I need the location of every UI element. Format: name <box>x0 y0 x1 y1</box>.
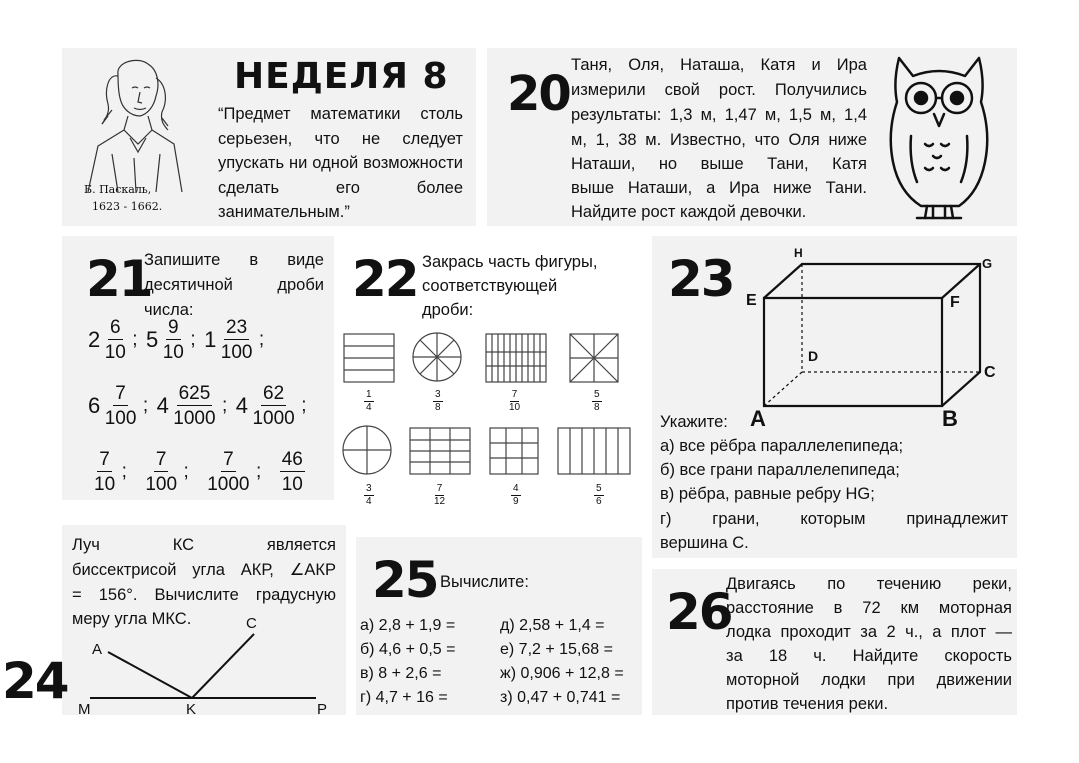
task-21-row-2 <box>88 384 310 428</box>
task-23-line-2: б) все грани параллелепипеда; <box>660 461 900 479</box>
task-26-line-2: лодка проходит за 2 ч., а плот — <box>726 623 1012 641</box>
vertex-label-e: E <box>746 292 757 309</box>
portrait-caption-name: Б. Паскаль, <box>84 183 152 196</box>
owl-illustration <box>887 52 991 222</box>
task-20-line-1: измерили свой рост. Получились <box>571 81 867 99</box>
angle-label-p: P <box>317 701 328 718</box>
task-26-number: 26 <box>666 583 732 641</box>
task-25-left-3: г) 4,7 + 16 = <box>360 689 448 706</box>
separator: ; <box>190 329 196 350</box>
vertex-label-g: G <box>982 256 993 271</box>
fraction: $\frac{7}{1000}$ <box>207 449 250 495</box>
task-25-card <box>356 537 642 715</box>
parallelepiped-figure <box>742 246 1002 416</box>
task-21-line-2: числа: <box>144 301 194 319</box>
task-23-line-4: г) грани, которым принадлежит <box>660 510 1008 528</box>
task-25-title: Вычислите: <box>440 573 529 591</box>
fraction: $\frac{7}{100}$ <box>104 383 137 429</box>
shape-fraction-1: 1 4 <box>366 389 372 413</box>
task-22-line-0: Закрась часть фигуры, <box>422 253 598 271</box>
task-21-line-1: десятичной дроби <box>144 276 324 294</box>
task-25-right-2: ж) 0,906 + 12,8 = <box>500 665 624 682</box>
angle-label-a: A <box>92 641 103 658</box>
task-22-line-2: дроби: <box>422 301 474 319</box>
task-23-line-0: Укажите: <box>660 413 728 431</box>
task-20-line-2: результаты: 1,3 м, 1,47 м, 1,5 м, 1,4 <box>571 106 867 124</box>
task-20-line-3: м, 1, 38 м. Известно, что Оля ниже <box>571 131 867 149</box>
shape-fraction-7: 4 9 <box>513 483 519 507</box>
task-20-number: 20 <box>507 66 570 122</box>
separator: ; <box>255 461 262 482</box>
task-20-line-4: Наташи, но выше Тани, Катя <box>571 155 867 173</box>
task-22-line-1: соответствующей <box>422 277 558 295</box>
fraction: $\frac{62}{1000}$ <box>252 383 295 429</box>
task-20-line-5: выше Наташи, а Ира ниже Тани. <box>571 179 867 197</box>
shape-fraction-2: 3 8 <box>435 389 441 413</box>
task-24-line-3: меру угла МКС. <box>72 610 192 628</box>
task-25-left-0: а) 2,8 + 1,9 = <box>360 617 456 634</box>
fraction: $\frac{7}{10}$ <box>94 449 116 495</box>
task-20-line-0: Таня, Оля, Наташа, Катя и Ира <box>571 56 867 74</box>
pascal-quote: “Предмет математики столь серьезен, что не следует упускать ни одной возможности сделать его более занимательным.” <box>218 105 463 221</box>
page-title: НЕДЕЛЯ 8 <box>234 56 449 97</box>
shape-fraction-5: 3 4 <box>366 483 372 507</box>
task-24-line-2: = 156°. Вычислите градусную <box>72 586 336 604</box>
task-26-card <box>652 569 1017 715</box>
task-22-number: 22 <box>352 250 418 308</box>
task-23-number: 23 <box>668 250 734 308</box>
separator: ; <box>258 329 265 350</box>
fraction: $\frac{7}{100}$ <box>145 449 178 495</box>
task-26-line-0: Двигаясь по течению реки, <box>726 575 1012 593</box>
header-card <box>62 48 476 226</box>
mixed-whole: 2 <box>88 327 101 352</box>
task-24-number: 24 <box>2 652 68 710</box>
task-20-card <box>487 48 1017 226</box>
pascal-portrait <box>78 54 190 194</box>
task-24-card <box>62 525 346 718</box>
vertex-label-a: A <box>750 406 766 431</box>
mixed-whole: 6 <box>88 393 101 418</box>
mixed-whole: 1 <box>204 327 217 352</box>
task-25-right-3: з) 0,47 + 0,741 = <box>500 689 621 706</box>
task-24-line-1: биссектрисой угла АКР, ∠АКР <box>72 561 336 579</box>
vertex-label-b: B <box>942 406 958 431</box>
task-26-line-3: за 18 ч. Найдите скорость <box>726 647 1012 665</box>
fraction: $\frac{6}{10}$ <box>104 317 126 363</box>
fraction: $\frac{9}{10}$ <box>162 317 184 363</box>
task-25-right-0: д) 2,58 + 1,4 = <box>500 617 605 634</box>
separator: ; <box>132 329 138 350</box>
fraction: $\frac{46}{10}$ <box>281 449 303 495</box>
vertex-label-d: D <box>808 348 819 364</box>
angle-figure <box>62 525 346 715</box>
task-20-line-6: Найдите рост каждой девочки. <box>571 203 807 221</box>
shape-fraction-6: 7 12 <box>434 483 446 507</box>
angle-label-k: K <box>186 701 197 718</box>
vertex-label-h: H <box>794 246 803 260</box>
shape-fraction-8: 5 6 <box>596 483 602 507</box>
task-25-left-2: в) 8 + 2,6 = <box>360 665 442 682</box>
task-24-line-0: Луч КС является <box>72 536 336 554</box>
task-23-line-5: вершина С. <box>660 534 749 552</box>
mixed-whole: 4 <box>235 393 249 418</box>
mixed-whole: 5 <box>146 327 159 352</box>
separator: ; <box>183 461 189 482</box>
task-25-left-1: б) 4,6 + 0,5 = <box>360 641 456 658</box>
task-23-line-3: в) рёбра, равные ребру HG; <box>660 485 875 503</box>
fraction: $\frac{625}{1000}$ <box>173 383 216 429</box>
task-25-number: 25 <box>372 551 438 609</box>
fraction: $\frac{23}{100}$ <box>220 317 253 363</box>
task-25-right-1: е) 7,2 + 15,68 = <box>500 641 613 658</box>
shape-fraction-4: 5 8 <box>594 389 600 413</box>
separator: ; <box>142 395 149 416</box>
task-21-number: 21 <box>86 250 152 308</box>
task-26-line-4: моторной лодки при движении <box>726 671 1012 689</box>
vertex-label-c: C <box>984 364 996 381</box>
task-23-card <box>652 236 1017 558</box>
vertex-label-f: F <box>950 294 960 311</box>
task-21-row-3 <box>94 450 305 494</box>
task-21-line-0: Запишите в виде <box>144 251 324 269</box>
mixed-whole: 4 <box>156 393 169 418</box>
angle-label-m: M <box>78 701 91 718</box>
separator: ; <box>222 395 228 416</box>
shape-fraction-3: 7 10 <box>509 389 521 413</box>
task-26-line-5: против течения реки. <box>726 695 889 713</box>
angle-label-c: C <box>246 615 257 632</box>
task-26-line-1: расстояние в 72 км моторная <box>726 599 1012 617</box>
separator: ; <box>121 461 127 482</box>
separator: ; <box>301 395 307 416</box>
task-23-line-1: а) все рёбра параллелепипеда; <box>660 437 904 455</box>
portrait-caption-years: 1623 - 1662. <box>92 200 163 213</box>
task-21-row-1 <box>88 318 268 362</box>
